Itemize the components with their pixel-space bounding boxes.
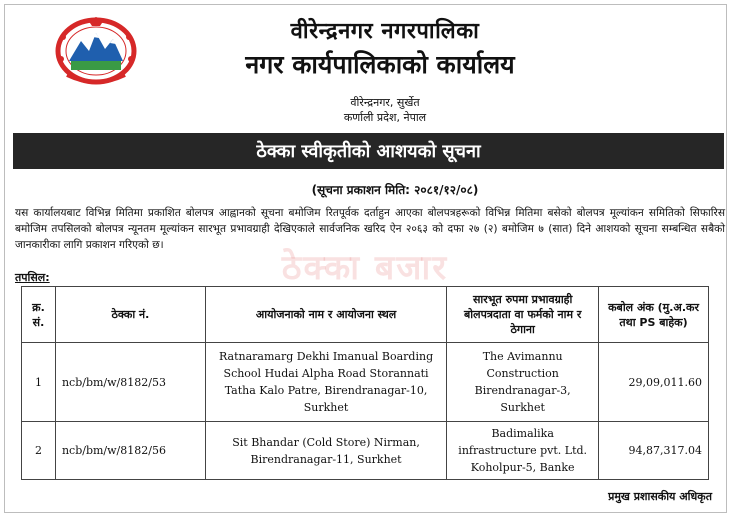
cell-contract-number: ncb/bm/w/8182/53 (55, 343, 205, 422)
notice-page (4, 4, 727, 513)
tender-table (21, 286, 709, 480)
cell-contract-number: ncb/bm/w/8182/56 (55, 422, 205, 480)
cell-bid-amount: 29,09,011.60 (599, 343, 709, 422)
signature-title: प्रमुख प्रशासकीय अधिकृत (608, 490, 712, 503)
address-line2: कर्णाली प्रदेश, नेपाल (343, 111, 427, 124)
header-contract-number: ठेक्का नं. (55, 287, 205, 343)
header-bidder: सारभूत रुपमा प्रभावग्राही बोलपत्रदाता वा फर्मको नाम र ठेगाना (447, 287, 599, 343)
header-bid-amount: कबोल अंक (मु.अ.कर तथा PS बाहेक) (599, 287, 709, 343)
watermark-logo-text: ठेक्का बजार (281, 248, 449, 288)
notice-body-text: यस कार्यालयबाट विभिन्न मितिमा प्रकाशित बोलपत्र आह्वानको सूचना बमोजिम रितपूर्वक दर्ताहुन आएका बोलपत्रहरूको विभिन्न मितिमा बसेको बोलपत्र मूल्यांकन समितिको सिफारिस बमोजिम तपसिलको बोलपत्र न्यूनतम मूल्यांकन सारभूत प्रभावग्राही देखिएकाले सार्वजनिक खरिद ऐन २०६३ को दफा २७ (२) बमोजिम ७ (सात) दिने आशयको सूचना सम्बन्धित सबैको जानकारीका लागि प्रकाशन गरिएको छ। (15, 207, 725, 251)
cell-serial: 2 (22, 422, 56, 480)
header-project-name: आयोजनाको नाम र आयोजना स्थल (205, 287, 446, 343)
cell-project-name: Ratnaramarg Dekhi Imanual Boarding School Hudai Alpha Road Storannati Tatha Kalo Patre, Birendranagar-10, Surkhet (205, 343, 446, 422)
table-row (22, 422, 709, 480)
table-row (22, 343, 709, 422)
cell-project-name: Sit Bhandar (Cold Store) Nirman, Birendranagar-11, Surkhet (205, 422, 446, 480)
cell-bidder: The Avimannu Construction Birendranagar-3, Surkhet (447, 343, 599, 422)
header-serial: क्र. सं. (22, 287, 56, 343)
office-title-line2: नगर कार्यपालिकाको कार्यालय (245, 50, 515, 79)
cell-serial: 1 (22, 343, 56, 422)
address-line1: वीरेन्द्रनगर, सुर्खेत (350, 96, 420, 109)
cell-bidder: Badimalika infrastructure pvt. Ltd. Koholpur-5, Banke (447, 422, 599, 480)
publication-date: (सूचना प्रकाशन मिति: २०८१/१२/०८) (311, 183, 479, 197)
list-label: तपसिल: (15, 271, 50, 284)
cell-bid-amount: 94,87,317.04 (599, 422, 709, 480)
office-title-line1: वीरेन्द्रनगर नगरपालिका (290, 19, 480, 44)
notice-title-banner: ठेक्का स्वीकृतीको आशयको सूचना (13, 133, 724, 169)
table-header-row (22, 287, 709, 343)
government-emblem-icon (55, 17, 137, 85)
